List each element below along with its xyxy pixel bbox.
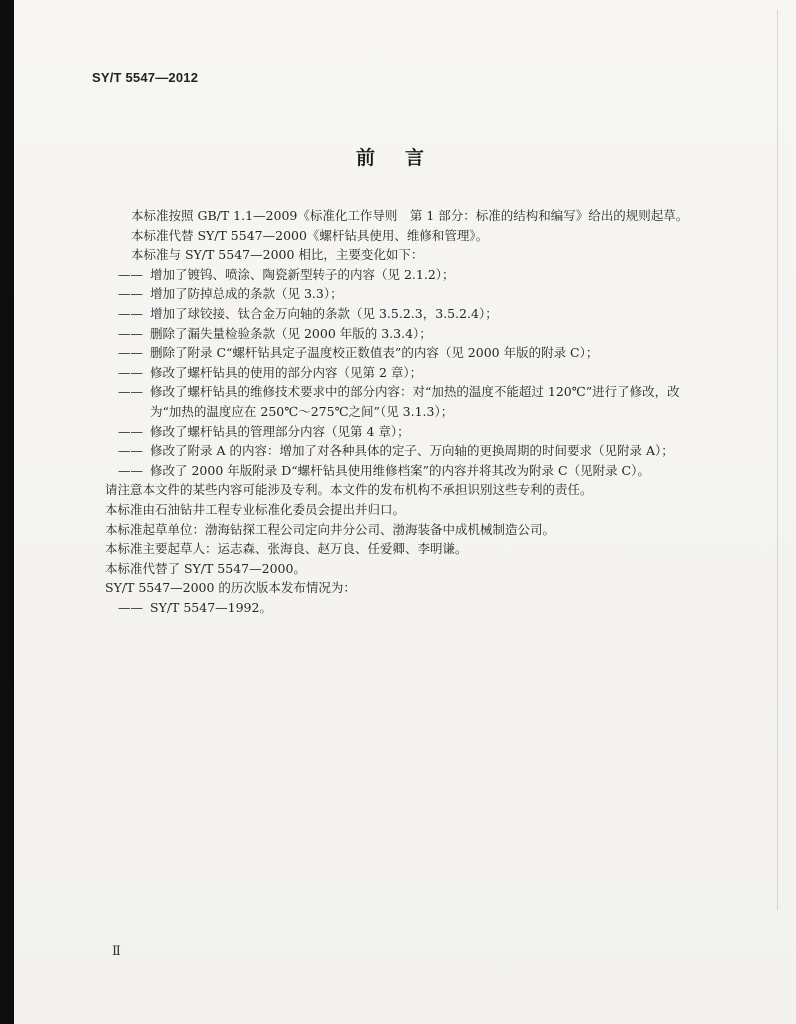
paragraph-replaces: 本标准代替了 SY/T 5547—2000。 xyxy=(105,560,306,576)
paragraph-drafting-units: 本标准起草单位：渤海钻探工程公司定向井分公司、渤海装备中成机械制造公司。 xyxy=(105,521,556,537)
change-item: —— 修改了 2000 年版附录 D“螺杆钻具使用维修档案”的内容并将其改为附录 C（见附录 C）。 xyxy=(118,461,706,481)
page-number: Ⅱ xyxy=(112,944,121,959)
dash-mark: —— xyxy=(118,384,143,400)
paragraph-proposer: 本标准由石油钻井工程专业标准化委员会提出并归口。 xyxy=(105,501,406,517)
paragraph-replaces-standard: 本标准代替 SY/T 5547—2000《螺杆钻具使用、维修和管理》。 xyxy=(131,227,489,243)
dash-mark: —— xyxy=(118,443,143,459)
dash-mark: —— xyxy=(118,286,143,302)
paragraph-patent-notice: 请注意本文件的某些内容可能涉及专利。本文件的发布机构不承担识别这些专利的责任。 xyxy=(105,482,593,498)
standard-code-header: SY/T 5547—2012 xyxy=(92,70,199,85)
paragraph-drafting-rules: 本标准按照 GB/T 1.1—2009《标准化工作导则 第 1 部分：标准的结构和编写》给出的规则起草。 xyxy=(131,208,689,223)
dash-mark: —— xyxy=(118,364,143,380)
change-item: —— 增加了球铰接、钛合金万向轴的条款（见 3.5.2.3，3.5.2.4）； xyxy=(118,304,706,324)
change-item: —— 修改了螺杆钻具的维修技术要求中的部分内容：对“加热的温度不能超过 120℃”进行了修改，改为“加热的温度应在 250℃～275℃之间”（见 3.1.3）； xyxy=(118,384,680,419)
dash-mark: —— xyxy=(118,599,143,615)
change-item: —— 删除了附录 C“螺杆钻具定子温度校正数值表”的内容（见 2000 年版的附录 C）； xyxy=(118,343,706,363)
dash-mark: —— xyxy=(118,266,143,282)
paragraph-drafters: 本标准主要起草人：运志森、张海良、赵万良、任爱卿、李明谦。 xyxy=(105,541,468,557)
dash-mark: —— xyxy=(118,345,143,361)
change-item: —— 修改了附录 A 的内容：增加了对各种具体的定子、万向轴的更换周期的时间要求（见附录 A）； xyxy=(118,441,706,461)
paragraph-history-intro: SY/T 5547—2000 的历次版本发布情况为： xyxy=(105,580,356,596)
dash-mark: —— xyxy=(118,462,143,478)
page-edge-shadow xyxy=(777,10,778,910)
dash-mark: —— xyxy=(118,305,143,321)
foreword-content xyxy=(105,206,706,617)
dash-mark: —— xyxy=(118,423,143,439)
change-item: —— 删除了漏失量检验条款（见 2000 年版的 3.3.4）； xyxy=(118,324,706,344)
change-item: —— 修改了螺杆钻具的使用的部分内容（见第 2 章）； xyxy=(118,363,706,383)
dash-mark: —— xyxy=(118,325,143,341)
change-item: —— 修改了螺杆钻具的管理部分内容（见第 4 章）； xyxy=(118,422,706,442)
changes-list xyxy=(118,265,706,481)
change-item: —— 增加了防掉总成的条款（见 3.3）； xyxy=(118,284,706,304)
page-title: 前言 xyxy=(355,147,454,169)
change-item: —— 增加了镀钨、喷涂、陶瓷新型转子的内容（见 2.1.2）； xyxy=(118,265,706,285)
scan-left-border xyxy=(0,0,14,1024)
paragraph-changes-intro: 本标准与 SY/T 5547—2000 相比，主要变化如下： xyxy=(131,247,424,263)
history-item: —— SY/T 5547—1992。 xyxy=(118,598,706,618)
